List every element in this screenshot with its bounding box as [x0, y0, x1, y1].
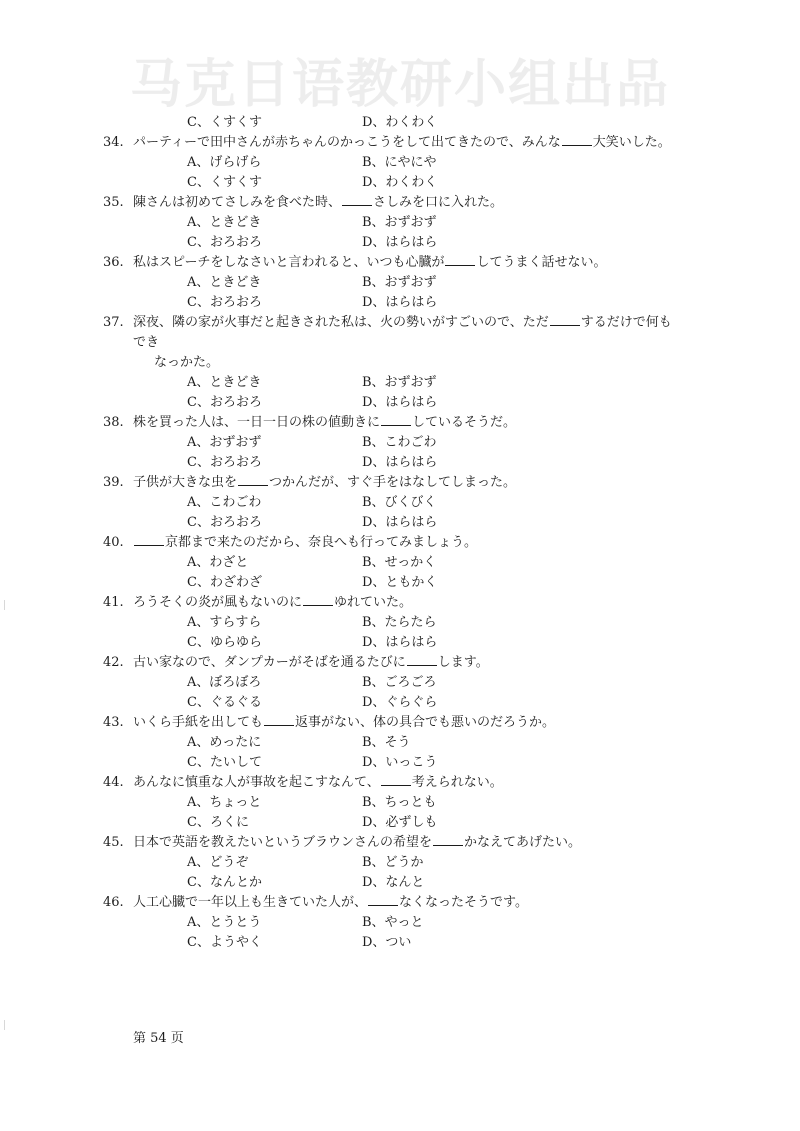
option-c[interactable]: C、おろおろ — [187, 235, 262, 250]
question-text-before: 陳さんは初めてさしみを食べた時、 — [133, 195, 342, 210]
question-stem — [103, 833, 673, 853]
option-b[interactable]: B、どうか — [362, 855, 424, 870]
question-stem — [103, 413, 673, 433]
question-stem — [103, 593, 673, 613]
question-stem — [103, 133, 673, 153]
question-text-after: ゆれていた。 — [334, 595, 413, 610]
option-b[interactable]: B、おずおず — [362, 215, 437, 230]
answer-blank[interactable] — [407, 653, 437, 666]
question-text-after: してうまく話せない。 — [476, 255, 607, 270]
question-stem — [103, 313, 673, 353]
question-text-after: しているそうだ。 — [412, 415, 517, 430]
question-number: 40. — [103, 535, 124, 550]
question-number: 42. — [103, 655, 124, 670]
option-b[interactable]: B、ごろごろ — [362, 675, 437, 690]
option-c[interactable]: C、おろおろ — [187, 295, 262, 310]
question-continuation-text: なっかた。 — [154, 355, 220, 370]
option-row — [0, 433, 800, 453]
option-a[interactable]: A、おずおず — [187, 435, 262, 450]
option-row — [0, 553, 800, 573]
option-row — [0, 393, 800, 413]
option-row — [0, 913, 800, 933]
question-number: 36. — [103, 255, 124, 270]
option-row — [0, 693, 800, 713]
option-a[interactable]: A、ちょっと — [187, 795, 262, 810]
question-number: 39. — [103, 475, 124, 490]
question-stem — [103, 533, 673, 553]
question-item — [0, 133, 800, 193]
option-row — [0, 573, 800, 593]
option-b[interactable]: B、こわごわ — [362, 435, 437, 450]
question-item — [0, 653, 800, 713]
option-row — [0, 453, 800, 473]
option-row — [0, 793, 800, 813]
question-number: 41. — [103, 595, 124, 610]
option-c[interactable]: C、わざわざ — [187, 575, 262, 590]
option-d[interactable]: D、はらはら — [362, 235, 438, 250]
option-d[interactable]: D、つい — [362, 935, 412, 950]
question-text-before: あんなに慎重な人が事故を起こすなんて、 — [133, 775, 380, 790]
option-d[interactable]: D、必ずしも — [362, 815, 438, 830]
answer-blank[interactable] — [562, 133, 592, 146]
option-d[interactable]: D、はらはら — [362, 515, 438, 530]
question-text-before: ろうそくの炎が風もないのに — [133, 595, 303, 610]
question-number: 43. — [103, 715, 124, 730]
question-text-after: さしみを口に入れた。 — [373, 195, 504, 210]
option-c[interactable]: C、おろおろ — [187, 515, 262, 530]
option-b[interactable]: B、やっと — [362, 915, 424, 930]
question-number: 37. — [103, 315, 124, 330]
option-c[interactable]: C、くすくす — [187, 175, 262, 190]
answer-blank[interactable] — [381, 413, 411, 426]
option-a[interactable]: A、ぼろぼろ — [187, 675, 262, 690]
question-stem — [103, 713, 673, 733]
scan-edge-mark — [4, 1020, 5, 1030]
question-item — [0, 473, 800, 533]
answer-blank[interactable] — [368, 893, 398, 906]
option-row — [0, 513, 800, 533]
answer-blank[interactable] — [238, 473, 268, 486]
question-number: 46. — [103, 895, 124, 910]
option-b[interactable]: B、そう — [362, 735, 411, 750]
question-stem — [103, 773, 673, 793]
option-a[interactable]: A、げらげら — [187, 155, 262, 170]
option-b[interactable]: B、たらたら — [362, 615, 437, 630]
question-text-before: 人工心臓で一年以上も生きていた人が、 — [133, 895, 368, 910]
question-list — [0, 113, 800, 953]
question-text-before: パーティーで田中さんが赤ちゃんのかっこうをして出てきたので、みんな — [133, 135, 561, 150]
question-item — [0, 713, 800, 773]
option-d[interactable]: D、ともかく — [362, 575, 438, 590]
option-row — [0, 373, 800, 393]
question-stem — [103, 193, 673, 213]
option-row — [0, 273, 800, 293]
option-b[interactable]: B、おずおず — [362, 275, 437, 290]
option-row — [0, 933, 800, 953]
question-item — [0, 313, 800, 413]
question-number: 34. — [103, 135, 124, 150]
option-a[interactable]: A、ときどき — [187, 375, 262, 390]
option-row — [0, 673, 800, 693]
option-row — [0, 873, 800, 893]
option-a[interactable]: A、めったに — [187, 735, 262, 750]
question-text-after: します。 — [437, 655, 489, 670]
option-d[interactable]: D、はらはら — [362, 395, 438, 410]
question-text-before: 深夜、隣の家が火事だと起きされた私は、火の勢いがすごいので、ただ — [133, 315, 549, 330]
question-text-after: 返事がない、体の具合でも悪いのだろうか。 — [295, 715, 556, 730]
option-row — [0, 293, 800, 313]
option-d[interactable]: D、わくわく — [362, 175, 438, 190]
option-row — [0, 733, 800, 753]
option-d[interactable]: D、なんと — [362, 875, 425, 890]
question-stem — [103, 473, 673, 493]
question-text-after: つかんだが、すぐ手をはなしてしまった。 — [269, 475, 517, 490]
option-c[interactable]: C、たいして — [187, 755, 262, 770]
answer-blank[interactable] — [381, 773, 411, 786]
option-row — [0, 633, 800, 653]
option-row — [0, 153, 800, 173]
question-number: 38. — [103, 415, 124, 430]
option-row — [0, 233, 800, 253]
option-row — [0, 813, 800, 833]
question-text-after: 大笑いした。 — [592, 135, 671, 150]
question-stem — [103, 893, 673, 913]
question-item — [0, 533, 800, 593]
option-row — [0, 213, 800, 233]
option-row — [0, 113, 800, 133]
option-c[interactable]: C、ろくに — [187, 815, 249, 830]
option-c[interactable]: C、ゆらゆら — [187, 635, 262, 650]
answer-blank[interactable] — [550, 313, 580, 326]
question-item — [0, 193, 800, 253]
page-number: 第 54 页 — [133, 1031, 184, 1046]
option-c[interactable]: C、おろおろ — [187, 455, 262, 470]
question-item — [0, 593, 800, 653]
question-text-before: 日本で英語を教えたいというブラウンさんの希望を — [133, 835, 433, 850]
question-item — [0, 413, 800, 473]
question-text-before: 株を買った人は、一日一日の株の値動きに — [133, 415, 381, 430]
option-a[interactable]: A、わざと — [187, 555, 249, 570]
answer-blank[interactable] — [134, 533, 164, 546]
option-a[interactable]: A、どうぞ — [187, 855, 249, 870]
option-a[interactable]: A、とうとう — [187, 915, 262, 930]
option-c[interactable]: C、なんとか — [187, 875, 262, 890]
option-b[interactable]: B、ちっとも — [362, 795, 437, 810]
option-c[interactable]: C、くすくす — [187, 115, 262, 130]
question-item — [0, 253, 800, 313]
question-text-before: 私はスピーチをしなさいと言われると、いつも心臓が — [133, 255, 445, 270]
question-text-after: 京都まで来たのだから、奈良へも行ってみましょう。 — [165, 535, 478, 550]
option-d[interactable]: D、いっこう — [362, 755, 438, 770]
answer-blank[interactable] — [433, 833, 463, 846]
option-c[interactable]: C、おろおろ — [187, 395, 262, 410]
option-c[interactable]: C、ぐるぐる — [187, 695, 262, 710]
question-number: 35. — [103, 195, 124, 210]
question-item — [0, 773, 800, 833]
option-d[interactable]: D、はらはら — [362, 635, 438, 650]
option-row — [0, 613, 800, 633]
question-item — [0, 833, 800, 893]
answer-blank[interactable] — [445, 253, 475, 266]
option-b[interactable]: B、おずおず — [362, 375, 437, 390]
question-item — [0, 893, 800, 953]
question-text-after: なくなったそうです。 — [399, 895, 528, 910]
question-text-before: 子供が大きな虫を — [133, 475, 238, 490]
question-number: 44. — [103, 775, 124, 790]
option-b[interactable]: B、びくびく — [362, 495, 437, 510]
option-d[interactable]: D、はらはら — [362, 455, 438, 470]
option-row — [0, 853, 800, 873]
option-c[interactable]: C、ようやく — [187, 935, 262, 950]
question-continuation — [154, 353, 694, 373]
option-b[interactable]: B、にやにや — [362, 155, 437, 170]
question-text-after: 考えられない。 — [411, 775, 503, 790]
watermark: 马克日语教研小组出品 — [129, 55, 670, 115]
option-a[interactable]: A、ときどき — [187, 275, 262, 290]
question-text-before: 古い家なので、ダンプカーがそばを通るたびに — [133, 655, 406, 670]
answer-blank[interactable] — [303, 593, 333, 606]
option-a[interactable]: A、ときどき — [187, 215, 262, 230]
question-text-after: するだけで何もでき — [133, 315, 672, 350]
option-row — [0, 753, 800, 773]
question-stem — [103, 653, 673, 673]
option-d[interactable]: D、はらはら — [362, 295, 438, 310]
answer-blank[interactable] — [264, 713, 294, 726]
option-d[interactable]: D、わくわく — [362, 115, 438, 130]
question-text-before: いくら手紙を出しても — [133, 715, 264, 730]
option-d[interactable]: D、ぐらぐら — [362, 695, 438, 710]
option-b[interactable]: B、せっかく — [362, 555, 437, 570]
answer-blank[interactable] — [342, 193, 372, 206]
question-stem — [103, 253, 673, 273]
option-a[interactable]: A、すらすら — [187, 615, 262, 630]
question-number: 45. — [103, 835, 124, 850]
option-row — [0, 173, 800, 193]
option-row — [0, 493, 800, 513]
option-a[interactable]: A、こわごわ — [187, 495, 262, 510]
question-text-after: かなえてあげたい。 — [464, 835, 582, 850]
